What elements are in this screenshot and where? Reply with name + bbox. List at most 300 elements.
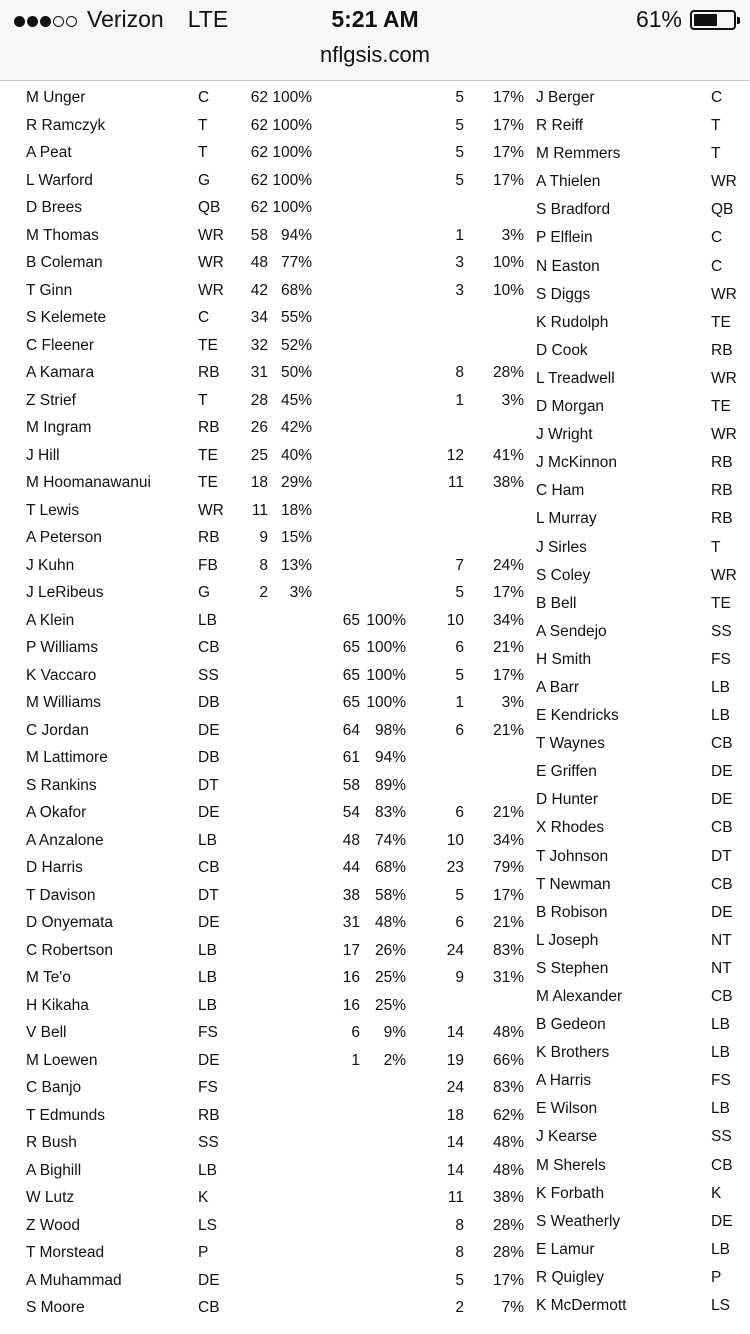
special-teams-snap-percent: 48% [492, 1161, 524, 1179]
player-position: LS [198, 1216, 217, 1234]
player-name: S Rankins [26, 776, 97, 794]
special-teams-snaps: 6 [455, 639, 464, 656]
opponent-row [0, 674, 750, 702]
opponent-row [0, 1180, 750, 1208]
defense-snaps: 38 [342, 886, 360, 904]
special-teams-snap-percent: 34% [492, 611, 524, 629]
opponent-player-position: LB [711, 1100, 730, 1118]
opponent-player-position: T [711, 145, 721, 163]
player-position: QB [198, 199, 221, 216]
special-teams-snaps: 5 [455, 89, 464, 106]
opponent-player-name: S Bradford [536, 201, 611, 219]
player-position: P [198, 1244, 209, 1261]
special-teams-snap-percent: 28% [492, 1216, 524, 1234]
offense-snap-percent: 40% [280, 446, 312, 464]
player-name: C Robertson [26, 941, 114, 959]
special-teams-snaps: 10 [446, 611, 464, 629]
player-position: SS [198, 1134, 219, 1151]
player-position: FB [198, 556, 218, 574]
opponent-row [0, 702, 750, 730]
opponent-player-name: B Bell [536, 594, 577, 612]
offense-snaps: 62 [250, 171, 268, 189]
special-teams-snap-percent: 17% [492, 886, 524, 904]
player-name: T Edmunds [26, 1106, 105, 1124]
special-teams-snaps: 5 [455, 666, 464, 684]
defense-snaps: 16 [342, 996, 360, 1014]
special-teams-snaps: 5 [455, 171, 464, 189]
special-teams-snap-percent: 31% [492, 969, 524, 986]
opponent-player-name: R Reiff [536, 117, 584, 135]
player-position: TE [198, 474, 218, 491]
offense-snap-percent: 94% [280, 226, 312, 244]
player-name: R Ramczyk [26, 116, 106, 134]
opponent-player-name: J Kearse [536, 1128, 598, 1146]
offense-snaps: 18 [250, 474, 268, 491]
player-name: A Muhammad [26, 1271, 122, 1289]
opponent-player-position: DE [711, 903, 733, 921]
opponent-row [0, 955, 750, 983]
opponent-row [0, 393, 750, 421]
special-teams-snaps: 6 [455, 914, 464, 931]
special-teams-snap-percent: 62% [492, 1106, 524, 1124]
opponent-player-name: J McKinnon [536, 454, 617, 472]
defense-snap-percent: 100% [366, 666, 406, 684]
opponent-player-name: A Barr [536, 678, 580, 696]
opponent-row [0, 758, 750, 786]
player-name: A Peat [26, 144, 72, 161]
defense-snap-percent: 26% [374, 941, 406, 959]
special-teams-snap-percent: 3% [501, 391, 524, 409]
opponent-player-name: S Weatherly [536, 1212, 621, 1230]
opponent-player-position: NT [711, 959, 732, 977]
defense-snap-percent: 100% [366, 611, 406, 629]
special-teams-snaps: 14 [446, 1161, 464, 1179]
carrier-name: Verizon [87, 6, 164, 32]
special-teams-snap-percent: 17% [492, 1271, 524, 1289]
opponent-row [0, 449, 750, 477]
opponent-player-name: B Gedeon [536, 1016, 606, 1034]
player-name: T Morstead [26, 1244, 105, 1261]
offense-snap-percent: 100% [272, 199, 312, 216]
opponent-player-name: M Sherels [536, 1156, 606, 1174]
opponent-player-name: T Johnson [536, 847, 609, 865]
special-teams-snaps: 2 [455, 1299, 464, 1316]
offense-snap-percent: 18% [280, 501, 312, 519]
opponent-player-position: CB [711, 988, 733, 1005]
opponent-player-name: S Stephen [536, 959, 609, 977]
offense-snap-percent: 100% [272, 89, 312, 106]
special-teams-snap-percent: 17% [492, 171, 524, 189]
special-teams-snaps: 1 [455, 694, 464, 711]
defense-snaps: 6 [351, 1024, 360, 1041]
opponent-player-position: LS [711, 1297, 730, 1315]
opponent-player-name: M Remmers [536, 145, 621, 163]
special-teams-snaps: 11 [447, 474, 464, 491]
opponent-row [0, 1236, 750, 1264]
battery-nub [737, 17, 740, 24]
opponent-row [0, 1152, 750, 1180]
player-name: D Harris [26, 859, 83, 876]
opponent-player-position: C [711, 257, 723, 275]
opponent-player-name: K Forbath [536, 1184, 605, 1202]
opponent-row [0, 1264, 750, 1292]
special-teams-snap-percent: 3% [501, 226, 524, 244]
special-teams-snap-percent: 21% [492, 914, 524, 931]
special-teams-snap-percent: 17% [492, 666, 524, 684]
special-teams-snaps: 14 [446, 1024, 464, 1041]
special-teams-snaps: 8 [455, 364, 464, 381]
player-position: FS [198, 1024, 218, 1041]
opponent-player-name: H Smith [536, 650, 592, 668]
player-name: A Bighill [26, 1161, 82, 1179]
opponent-player-position: P [711, 1268, 722, 1286]
opponent-player-name: L Murray [536, 510, 597, 528]
player-position: DB [198, 694, 220, 711]
opponent-player-name: A Harris [536, 1072, 592, 1090]
browser-status-bar [0, 0, 750, 81]
defense-snaps: 65 [342, 666, 360, 684]
defense-snap-percent: 94% [374, 749, 406, 766]
defense-snaps: 48 [342, 831, 360, 849]
offense-snap-percent: 29% [280, 474, 312, 491]
player-position: FS [198, 1079, 218, 1096]
player-position: DE [198, 1271, 220, 1289]
player-position: G [198, 171, 211, 189]
defense-snap-percent: 89% [374, 776, 406, 794]
status-time: 5:21 AM [331, 6, 419, 32]
opponent-row [0, 927, 750, 955]
defense-snaps: 65 [342, 694, 360, 711]
player-position: DE [198, 914, 220, 931]
player-position: LB [198, 1161, 217, 1179]
player-name: A Kamara [26, 364, 95, 381]
player-position: CB [198, 1299, 220, 1316]
player-position: WR [198, 226, 224, 244]
special-teams-snap-percent: 38% [492, 1189, 524, 1206]
player-position: DB [198, 749, 220, 766]
battery-icon [690, 10, 736, 30]
opponent-player-position: DT [711, 847, 732, 865]
player-position: DE [198, 1051, 220, 1069]
special-teams-snaps: 9 [455, 969, 464, 986]
defense-snap-percent: 25% [374, 996, 406, 1014]
defense-snap-percent: 68% [374, 859, 406, 876]
opponent-player-position: TE [711, 313, 731, 331]
opponent-row [0, 646, 750, 674]
opponent-row [0, 1123, 750, 1151]
opponent-player-name: J Sirles [536, 538, 587, 556]
opponent-player-name: D Morgan [536, 398, 605, 416]
player-name: D Brees [26, 199, 82, 216]
special-teams-snap-percent: 28% [492, 1244, 524, 1261]
player-name: J Hill [26, 446, 60, 464]
opponent-row [0, 281, 750, 309]
offense-snaps: 2 [259, 584, 268, 601]
player-position: DE [198, 804, 220, 821]
opponent-player-position: DE [711, 1212, 733, 1230]
defense-snap-percent: 48% [374, 914, 406, 931]
player-name: Z Wood [26, 1216, 80, 1234]
player-name: C Fleener [26, 336, 95, 354]
special-teams-snap-percent: 66% [492, 1051, 524, 1069]
special-teams-snap-percent: 21% [492, 721, 524, 739]
special-teams-snaps: 1 [455, 391, 464, 409]
opponent-row [0, 786, 750, 814]
offense-snap-percent: 3% [289, 584, 312, 601]
special-teams-snaps: 3 [455, 281, 464, 299]
player-name: A Okafor [26, 804, 87, 821]
special-teams-snaps: 7 [455, 556, 464, 574]
defense-snaps: 1 [351, 1051, 360, 1069]
opponent-player-position: RB [711, 510, 733, 528]
special-teams-snap-percent: 17% [492, 144, 524, 161]
opponent-player-position: C [711, 89, 723, 106]
special-teams-snap-percent: 38% [492, 474, 524, 491]
opponent-player-position: RB [711, 454, 733, 472]
offense-snaps: 42 [250, 281, 268, 299]
offense-snap-percent: 68% [280, 281, 312, 299]
player-name: M Williams [26, 694, 101, 711]
opponent-player-name: K McDermott [536, 1297, 627, 1315]
offense-snap-percent: 42% [280, 419, 312, 436]
player-name: A Anzalone [26, 831, 104, 849]
player-name: M Unger [26, 89, 86, 106]
special-teams-snap-percent: 24% [492, 556, 524, 574]
player-name: J LeRibeus [26, 584, 104, 601]
player-name: M Thomas [26, 226, 99, 244]
special-teams-snaps: 14 [446, 1134, 464, 1151]
offense-snap-percent: 50% [280, 364, 312, 381]
defense-snaps: 54 [342, 804, 360, 821]
network-type: LTE [187, 6, 229, 32]
special-teams-snap-percent: 48% [492, 1024, 524, 1041]
special-teams-snaps: 19 [446, 1051, 464, 1069]
opponent-player-position: DE [711, 763, 733, 781]
battery-percent: 61% [635, 6, 682, 32]
opponent-player-position: FS [711, 650, 731, 668]
offense-snap-percent: 77% [280, 254, 312, 271]
special-teams-snap-percent: 17% [492, 89, 524, 106]
offense-snaps: 11 [251, 501, 268, 519]
special-teams-snaps: 5 [455, 584, 464, 601]
player-name: M Hoomanawanui [26, 474, 151, 491]
opponent-player-name: T Waynes [536, 735, 605, 753]
special-teams-snaps: 8 [455, 1216, 464, 1234]
special-teams-snap-percent: 83% [492, 941, 524, 959]
opponent-player-name: S Coley [536, 566, 591, 584]
opponent-row [0, 1208, 750, 1236]
opponent-player-name: E Lamur [536, 1240, 595, 1258]
defense-snap-percent: 83% [374, 804, 406, 821]
player-name: L Warford [26, 171, 93, 189]
opponent-player-name: C Ham [536, 482, 585, 500]
player-position: DT [198, 886, 219, 904]
opponent-row [0, 168, 750, 196]
opponent-player-name: D Hunter [536, 791, 599, 809]
offense-snaps: 25 [250, 446, 268, 464]
player-name: K Vaccaro [26, 666, 97, 684]
defense-snaps: 65 [342, 639, 360, 656]
opponent-row [0, 84, 750, 112]
opponent-player-name: E Griffen [536, 763, 597, 781]
opponent-player-name: P Elflein [536, 229, 593, 247]
battery-fill [694, 14, 717, 26]
defense-snap-percent: 25% [374, 969, 406, 986]
opponent-player-position: WR [711, 173, 737, 191]
player-position: LB [198, 941, 217, 959]
opponent-player-position: FS [711, 1072, 731, 1090]
player-position: TE [198, 336, 218, 354]
player-position: K [198, 1189, 209, 1206]
player-name: J Kuhn [26, 556, 75, 574]
opponent-row [0, 505, 750, 533]
player-name: C Banjo [26, 1079, 82, 1096]
player-name: P Williams [26, 639, 99, 656]
special-teams-snaps: 6 [455, 804, 464, 821]
offense-snaps: 8 [259, 556, 268, 574]
opponent-row [0, 1011, 750, 1039]
opponent-player-name: B Robison [536, 903, 608, 921]
opponent-player-name: E Wilson [536, 1100, 598, 1118]
offense-snap-percent: 100% [272, 171, 312, 189]
opponent-player-name: X Rhodes [536, 819, 605, 837]
opponent-row [0, 196, 750, 224]
opponent-player-position: LB [711, 678, 730, 696]
player-name: S Kelemete [26, 309, 107, 326]
defense-snaps: 31 [342, 914, 360, 931]
opponent-player-position: DE [711, 791, 733, 809]
offense-snaps: 62 [250, 89, 268, 106]
opponent-player-name: L Treadwell [536, 369, 615, 387]
player-position: RB [198, 529, 220, 546]
address-bar-url[interactable]: nflgsis.com [319, 42, 431, 67]
offense-snaps: 34 [250, 309, 268, 326]
opponent-player-name: E Kendricks [536, 707, 619, 725]
opponent-row [0, 365, 750, 393]
special-teams-snaps: 6 [455, 721, 464, 739]
offense-snap-percent: 52% [280, 336, 312, 354]
special-teams-snap-percent: 28% [492, 364, 524, 381]
opponent-player-position: LB [711, 707, 730, 725]
player-position: WR [198, 254, 224, 271]
special-teams-snap-percent: 21% [492, 804, 524, 821]
opponent-row [0, 562, 750, 590]
special-teams-snaps: 11 [447, 1189, 464, 1206]
special-teams-snaps: 8 [455, 1244, 464, 1261]
opponent-player-position: C [711, 229, 723, 247]
player-position: C [198, 89, 210, 106]
player-position: C [198, 309, 210, 326]
player-name: T Lewis [26, 501, 80, 519]
player-name: M Loewen [26, 1051, 98, 1069]
opponent-player-position: T [711, 538, 721, 556]
opponent-player-position: RB [711, 341, 733, 359]
opponent-player-position: K [711, 1184, 722, 1202]
player-name: C Jordan [26, 721, 89, 739]
defense-snap-percent: 98% [374, 721, 406, 739]
special-teams-snap-percent: 7% [501, 1299, 524, 1316]
opponent-player-name: A Sendejo [536, 622, 607, 640]
opponent-player-position: TE [711, 398, 731, 416]
opponent-player-position: CB [711, 875, 733, 893]
special-teams-snaps: 10 [446, 831, 464, 849]
opponent-row [0, 843, 750, 871]
player-position: DE [198, 721, 220, 739]
player-name: M Te'o [26, 969, 71, 986]
opponent-player-name: D Cook [536, 341, 588, 359]
opponent-player-position: WR [711, 566, 737, 584]
player-position: RB [198, 419, 220, 436]
defense-snaps: 64 [342, 721, 360, 739]
opponent-row [0, 421, 750, 449]
opponent-row [0, 253, 750, 281]
offense-snaps: 62 [250, 144, 268, 161]
opponent-player-name: K Rudolph [536, 313, 609, 331]
opponent-row [0, 1095, 750, 1123]
player-position: LB [198, 831, 217, 849]
special-teams-snaps: 3 [455, 254, 464, 271]
opponent-player-name: J Wright [536, 426, 593, 444]
player-name: H Kikaha [26, 996, 89, 1014]
special-teams-snap-percent: 10% [492, 281, 524, 299]
player-position: T [198, 144, 208, 161]
offense-snaps: 26 [250, 419, 268, 436]
offense-snaps: 58 [250, 226, 268, 244]
opponent-row [0, 983, 750, 1011]
opponent-row [0, 1039, 750, 1067]
special-teams-snap-percent: 17% [492, 584, 524, 601]
player-position: RB [198, 1106, 220, 1124]
player-name: Z Strief [26, 391, 76, 409]
player-name: M Lattimore [26, 749, 108, 766]
opponent-player-position: WR [711, 369, 737, 387]
player-position: G [198, 584, 211, 601]
opponent-player-position: CB [711, 735, 733, 753]
opponent-row [0, 140, 750, 168]
opponent-player-position: LB [711, 1016, 730, 1034]
player-position: SS [198, 666, 219, 684]
special-teams-snap-percent: 21% [492, 639, 524, 656]
opponent-row [0, 1067, 750, 1095]
opponent-player-name: M Alexander [536, 988, 623, 1005]
player-position: RB [198, 364, 220, 381]
defense-snap-percent: 58% [374, 886, 406, 904]
special-teams-snap-percent: 34% [492, 831, 524, 849]
offense-snaps: 62 [250, 116, 268, 134]
opponent-player-name: L Joseph [536, 931, 599, 949]
opponent-row [0, 112, 750, 140]
offense-snaps: 62 [250, 199, 268, 216]
special-teams-snaps: 5 [455, 886, 464, 904]
player-position: LB [198, 611, 217, 629]
offense-snap-percent: 100% [272, 144, 312, 161]
player-position: DT [198, 776, 219, 794]
opponent-row [0, 337, 750, 365]
opponent-player-name: S Diggs [536, 285, 591, 303]
opponent-row [0, 618, 750, 646]
opponent-row [0, 871, 750, 899]
player-name: M Ingram [26, 419, 92, 436]
special-teams-snaps: 18 [446, 1106, 464, 1124]
opponent-player-position: T [711, 117, 721, 135]
opponent-player-position: RB [711, 482, 733, 500]
player-name: T Ginn [26, 281, 73, 299]
status-right [636, 6, 736, 33]
defense-snap-percent: 2% [383, 1051, 406, 1069]
offense-snap-percent: 55% [280, 309, 312, 326]
opponent-row [0, 309, 750, 337]
opponent-player-name: T Newman [536, 875, 611, 893]
